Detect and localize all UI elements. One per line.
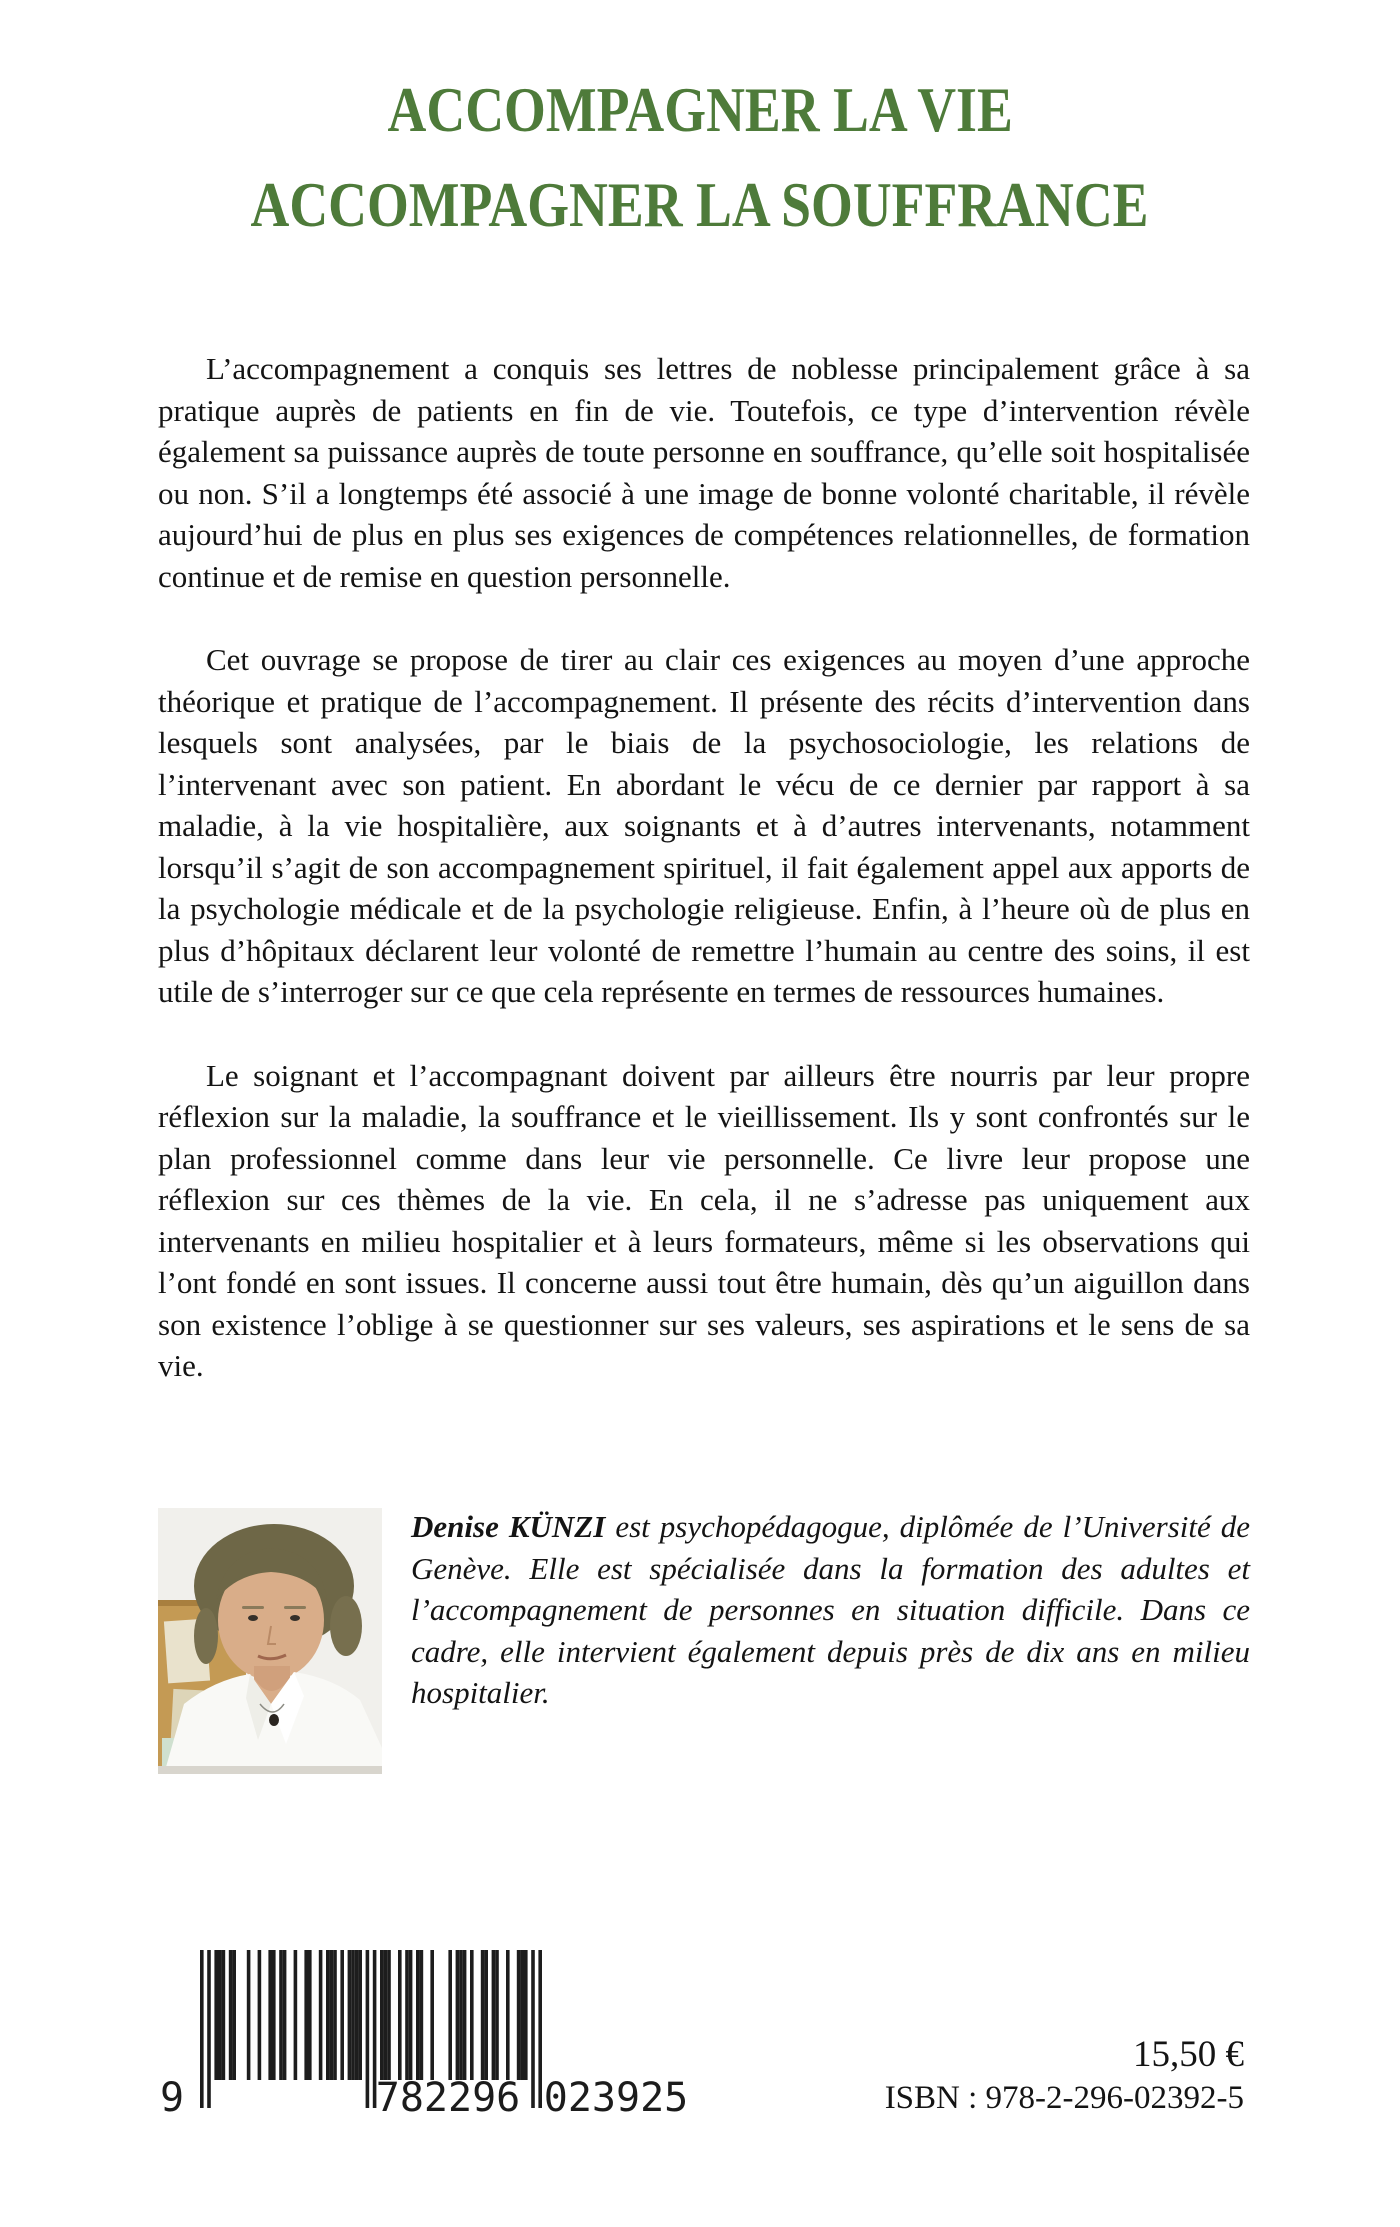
author-name: Denise KÜNZI <box>411 1509 606 1544</box>
title-block <box>0 74 1400 268</box>
title-line-1: ACCOMPAGNER LA VIE <box>387 74 1013 145</box>
synopsis-paragraph-1: L’accompagnement a conquis ses lettres de noblesse principalement grâce à sa pratique auprès de patients en fin de vie. Toutefois, ce type d’intervention révèle également sa puissance auprès de toute personne en souffrance, qu’elle soit hospitalisée ou non. S’il a longtemps été associé à une image de bonne volonté charitable, il révèle aujourd’hui de plus en plus ses exigences de compétences relationnelles, de formation continue et de remise en question personnelle. <box>158 351 1250 594</box>
synopsis-paragraph-3: Le soignant et l’accompagnant doivent par ailleurs être nourris par leur propre réflexion sur la maladie, la souffrance et le vieillissement. Ils y sont confrontés sur le plan professionnel comme dans leur vie personnelle. Ce livre leur propose une réflexion sur ces thèmes de la vie. En cela, il ne s’adresse pas uniquement aux intervenants en milieu hospitalier et à leurs formateurs, même si les observations qui l’ont fondé en sont issues. Il concerne aussi tout être humain, dès qu’un aiguillon dans son existence l’oblige à se questionner sur ses valeurs, ses aspirations et le sens de sa vie. <box>158 1057 1250 1383</box>
synopsis <box>158 348 1250 1429</box>
synopsis-paragraph-2: Cet ouvrage se propose de tirer au clair ces exigences au moyen d’une approche théorique et pratique de l’accompagnement. Il présente des récits d’intervention dans lesquels sont analysées, par le biais de la psychosociologie, les relations de l’intervenant avec son patient. En abordant le vécu de ce dernier par rapport à sa maladie, à la vie hospitalière, aux soignants et à d’autres intervenants, notamment lorsqu’il s’agit de son accompagnement spirituel, il fait également appel aux apports de la psychologie médicale et de la psychologie religieuse. Enfin, à l’heure où de plus en plus d’hôpitaux déclarent leur volonté de remettre l’humain au centre des soins, il est utile de s’interroger sur ce que cela représente en termes de ressources humaines. <box>158 642 1250 1009</box>
title-line-2: ACCOMPAGNER LA SOUFFRANCE <box>251 169 1149 240</box>
author-bio-block <box>158 1506 1250 1714</box>
price-isbn-block <box>885 2033 1244 2119</box>
author-bio-text <box>411 1506 1250 1714</box>
ean13-barcode <box>160 1950 760 2125</box>
barcode-digit-first: 9 <box>160 2075 185 2121</box>
author-photo <box>158 1508 382 1774</box>
isbn: ISBN : 978-2-296-02392-5 <box>884 2080 1244 2116</box>
price: 15,50 € <box>1133 2034 1244 2075</box>
barcode-digits-right: 023925 <box>543 2075 689 2121</box>
barcode-digits-left: 782296 <box>375 2075 521 2121</box>
author-bio-rest: est psychopédagogue, diplômée de l’Université de Genève. Elle est spécialisée dans la formation des adultes et l’accompagnement de personnes en situation difficile. Dans ce cadre, elle intervient également depuis près de dix ans en milieu hospitalier. <box>411 1509 1250 1710</box>
